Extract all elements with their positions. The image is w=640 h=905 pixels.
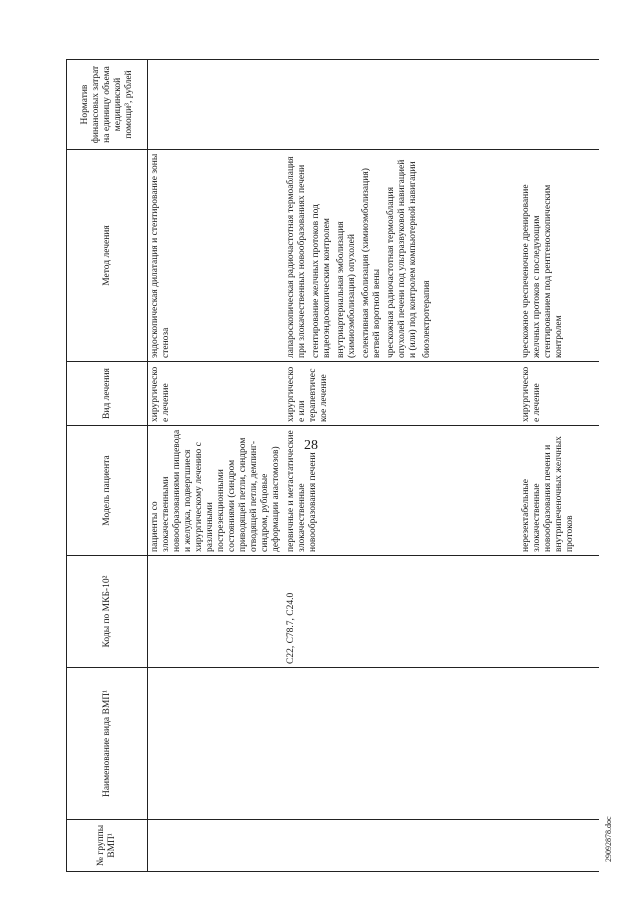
table-row	[519, 60, 599, 872]
cell-model: нерезектабельные злокачественные новообразования печени и внутрипеченочных желчных протоков	[519, 426, 599, 556]
table-row	[148, 60, 285, 872]
header-cost-norm: Норматив финансовых затрат на единицу объема медицинской помощи³, рублей	[67, 60, 148, 150]
cell-cost	[284, 60, 519, 150]
cell-methods	[148, 150, 285, 362]
header-treatment-method: Метод лечения	[67, 150, 148, 362]
method-item: чрескожное чреспеченочное дренирование желчных протоков с последующим стентированием под рентгеноскопическим контролем	[521, 184, 564, 358]
cell-group	[284, 820, 519, 872]
table-row	[284, 60, 519, 872]
rotated-table-page	[66, 60, 588, 872]
vmp-table	[66, 59, 599, 872]
header-treatment-type: Вид лечения	[67, 362, 148, 426]
table-header-row	[67, 60, 148, 872]
cell-cost	[148, 60, 285, 150]
cell-type: хирургическое лечение	[519, 362, 599, 426]
cell-vmp-name	[148, 668, 285, 820]
method-item: внутриартериальная эмболизация (химиоэмболизация) опухолей	[336, 221, 357, 358]
method-item: биоэлектротерапия	[422, 280, 432, 358]
footer-filename: 29092878.doc	[604, 816, 613, 862]
header-group-no: № группы ВМП¹	[67, 820, 148, 872]
cell-type: хирургическое или терапевтическое лечение	[284, 362, 519, 426]
header-vmp-name: Наименование вида ВМП¹	[67, 668, 148, 820]
cell-codes	[148, 556, 285, 668]
method-item: эндоскопическая дилатация и стентирование зоны стеноза	[150, 153, 171, 358]
method-item: селективная эмболизация (химиоэмболизация) ветвей воротной вены	[361, 168, 382, 358]
cell-vmp-name	[284, 668, 519, 820]
header-mkb-codes: Коды по МКБ-10²	[67, 556, 148, 668]
method-item: чрескожная радиочастотная термоаблация опухолей печени под ультразвуковой навигацией и (или) под контролем компьютерной навигации	[386, 159, 418, 358]
cell-cost	[519, 60, 599, 150]
method-item: лапароскопическая радиочастотная термоаблация при злокачественных новообразованиях печени	[286, 156, 307, 358]
cell-codes	[519, 556, 599, 668]
cell-vmp-name	[519, 668, 599, 820]
method-item: стентирование желчных протоков под видеоэндоскопическим контролем	[311, 204, 332, 358]
cell-group	[148, 820, 285, 872]
cell-methods	[519, 150, 599, 362]
cell-model: пациенты со злокачественными новообразованиями пищевода и желудка, подвергшиеся хирургическому лечению с различными пострезекционными состояниями (синдром приводящей петли, синдром отводящей петли, демпинг-синдром, рубцовые деформации анастомозов)	[148, 426, 285, 556]
header-patient-model: Модель пациента	[67, 426, 148, 556]
cell-group	[519, 820, 599, 872]
cell-codes: C22, C78.7, C24.0	[284, 556, 519, 668]
cell-model: первичные и метастатические злокачественные новообразования печени	[284, 426, 519, 556]
cell-methods	[284, 150, 519, 362]
cell-type: хирургическое лечение	[148, 362, 285, 426]
page-number: 28	[304, 438, 318, 453]
